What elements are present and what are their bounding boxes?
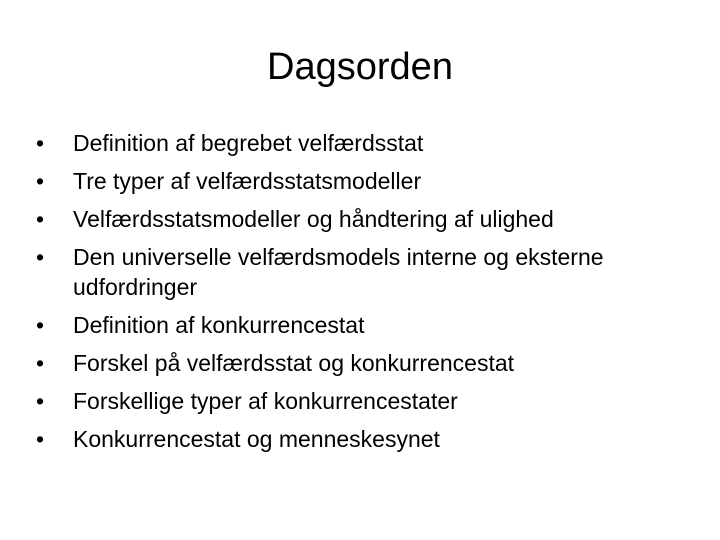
bullet-icon: •	[36, 206, 45, 232]
list-item-label: Velfærdsstatsmodeller og håndtering af ulighed	[73, 206, 554, 232]
list-item-label: Forskel på velfærdsstat og konkurrencestat	[73, 350, 515, 376]
list-item	[36, 242, 613, 302]
list-item-label: Konkurrencestat og menneskesynet	[73, 426, 440, 452]
slide-title: Dagsorden	[267, 46, 453, 88]
bullet-icon: •	[36, 312, 45, 338]
list-item-label: Forskellige typer af konkurrencestater	[73, 388, 458, 414]
list-item	[36, 204, 686, 234]
list-item-label: Definition af konkurrencestat	[73, 312, 365, 338]
agenda-list	[36, 128, 686, 462]
list-item	[36, 166, 686, 196]
list-item	[36, 386, 686, 416]
bullet-icon: •	[36, 244, 45, 270]
list-item	[36, 310, 686, 340]
bullet-icon: •	[36, 350, 45, 376]
list-item-label: Den universelle velfærdsmodels interne og eksterne udfordringer	[73, 244, 604, 300]
bullet-icon: •	[36, 388, 45, 414]
list-item-label: Tre typer af velfærdsstatsmodeller	[73, 168, 422, 194]
list-item	[36, 128, 686, 158]
list-item	[36, 424, 686, 454]
list-item-label: Definition af begrebet velfærdsstat	[73, 130, 424, 156]
bullet-icon: •	[36, 168, 45, 194]
bullet-icon: •	[36, 426, 45, 452]
bullet-icon: •	[36, 130, 45, 156]
list-item	[36, 348, 686, 378]
